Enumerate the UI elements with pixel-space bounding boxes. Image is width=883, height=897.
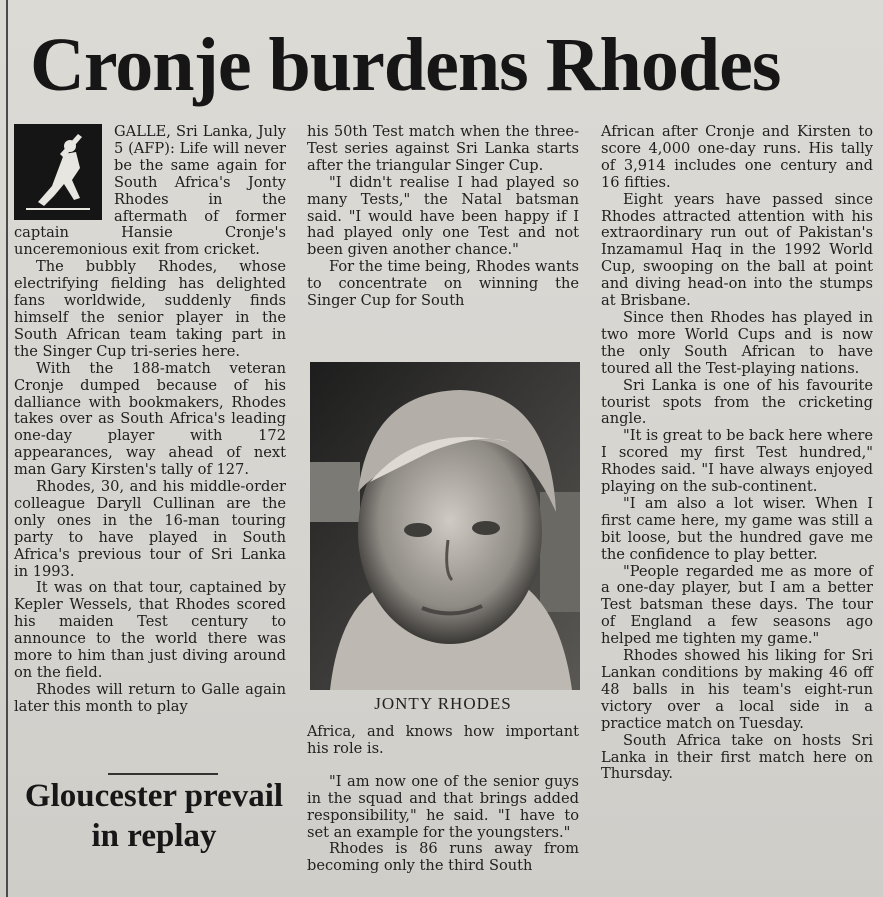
article-column-3 (601, 124, 873, 783)
photo-caption: JONTY RHODES (374, 694, 512, 713)
paragraph-13: African after Cronje and Kirsten to score 4,000 one-day runs. His tally of 3,914 includes one century and 16 fifties. (601, 123, 873, 191)
paragraph-14: Eight years have passed since Rhodes attracted attention with his extraordinary run out of Pakistan's Inzamamul Haq in the 1992 World Cup, swooping on the ball at point and diving head-on into the stumps at Brisbane. (601, 190, 873, 310)
article-headline: Cronje burdens Rhodes (30, 23, 781, 107)
paragraph-8: "I didn't realise I had played so many Tests," the Natal batsman said. "I would have been happy if I had played only one Test and not been given another chance." (307, 173, 579, 259)
article-column-2-continued (307, 724, 579, 875)
paragraph-12: Rhodes is 86 runs away from becoming only the third South (307, 840, 579, 875)
paragraph-9: For the time being, Rhodes wants to concentrate on winning the Singer Cup for South (307, 258, 579, 310)
paragraph-18: "I am also a lot wiser. When I first came here, my game was still a bit loose, but the hundred gave me the confidence to play better. (601, 494, 873, 563)
page-edge-line (6, 0, 8, 897)
article-column-2 (307, 124, 579, 310)
paragraph-20: Rhodes showed his liking for Sri Lankan conditions by making 46 off 48 balls in his team's eight-run victory over a local side in a practice match on Tuesday. (601, 647, 873, 732)
cricket-batsman-icon (14, 124, 102, 220)
second-article-headline: Gloucester prevail in replay (24, 778, 284, 854)
paragraph-4: Rhodes, 30, and his middle-order colleague Daryll Cullinan are the only ones in the 16-man touring party to have played in South Africa's previous tour of Sri Lanka in 1993. (14, 478, 286, 580)
paragraph-1: GALLE, Sri Lanka, July 5 (AFP): Life will never be the same again for South Africa's Jonty Rhodes in the aftermath of former captain Hansie Cronje's unceremonious exit from cricket. (14, 123, 286, 259)
player-photo (310, 362, 580, 690)
article-column-1 (14, 124, 286, 716)
paragraph-21: South Africa take on hosts Sri Lanka in their first match here on Thursday. (601, 731, 873, 783)
paragraph-15: Since then Rhodes has played in two more World Cups and is now the only South African to have toured all the Test-playing nations. (601, 308, 873, 377)
paragraph-2: The bubbly Rhodes, whose electrifying fielding has delighted fans worldwide, suddenly finds himself the senior player in the South African team taking part in the Singer Cup tri-series here. (14, 258, 286, 360)
paragraph-17: "It is great to be back here where I scored my first Test hundred," Rhodes said. "I have always enjoyed playing on the sub-continent. (601, 427, 873, 496)
paragraph-6: Rhodes will return to Galle again later this month to play (14, 680, 286, 715)
paragraph-5: It was on that tour, captained by Kepler Wessels, that Rhodes scored his maiden Test century to announce to the world there was more to him than just diving around on the field. (14, 579, 286, 681)
paragraph-7: his 50th Test match when the three-Test series against Sri Lanka starts after the triangular Singer Cup. (307, 123, 579, 174)
section-divider (108, 773, 218, 775)
paragraph-11: "I am now one of the senior guys in the squad and that brings added responsibility," he said. "I have to set an example for the youngsters." (307, 772, 579, 841)
paragraph-19: "People regarded me as more of a one-day player, but I am a better Test batsman these days. The tour of England a few seasons ago helped me tighten my game." (601, 562, 873, 648)
paragraph-10: Africa, and knows how important his role is. (307, 723, 579, 757)
paragraph-16: Sri Lanka is one of his favourite tourist spots from the cricketing angle. (601, 376, 873, 428)
paragraph-3: With the 188-match veteran Cronje dumped because of his dalliance with bookmakers, Rhodes takes over as South Africa's leading one-day player with 172 appearances, way ahead of next man Gary Kirsten's tally of 127. (14, 359, 286, 479)
